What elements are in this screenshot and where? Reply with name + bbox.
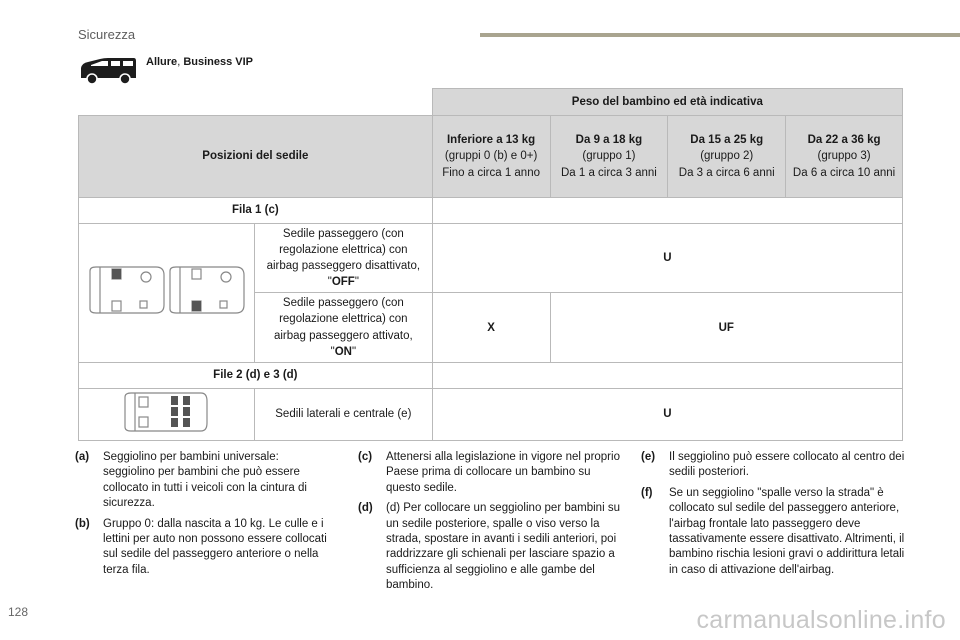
footnote-c: (c) Attenersi alla legislazione in vigore nel proprio Paese prima di collocare un bambino su questo sedile. [358,451,620,494]
footnote-b: (b) Gruppo 0: dalla nascita a 10 kg. Le culle e i lettini per auto non possono essere collocati sul sedile del passeggero anteriore o nella terza fila. [75,517,327,576]
footnotes-col-1 [75,450,327,583]
row23-label: File 2 (d) e 3 (d) [79,362,433,388]
weight-col-1: Inferiore a 13 kg (gruppi 0 (b) e 0+) Fino a circa 1 anno [432,116,550,198]
footnote-e: (e) Il seggiolino può essere collocato al centro dei sedili posteriori. [641,451,905,479]
positions-header: Posizioni del sedile [79,116,433,198]
rear-seats-diagram [121,391,211,433]
group-header: Peso del bambino ed età indicativa [432,89,902,116]
seat-on-value-group0: X [432,293,550,362]
front-seat-diagrams [79,224,255,363]
rear-seats-desc: Sedili laterali e centrale (e) [254,388,432,440]
trim-name-allure: Allure [146,56,178,68]
rear-seats-value: U [432,388,902,440]
footnotes-col-3 [641,450,909,583]
weight-col-3: Da 15 a 25 kg (gruppo 2) Da 3 a circa 6 anni [668,116,786,198]
row23-empty [432,362,902,388]
trim-indicator [78,54,253,86]
weight-col-4: Da 22 a 36 kg (gruppo 3) Da 6 a circa 10 anni [786,116,903,198]
rear-seat-diagram-cell [79,388,255,440]
airbag-on-state: ON [334,345,352,358]
footnote-a: (a) Seggiolino per bambini universale: seggiolino per bambini che può essere collocato in tutti i veicoli con la cintura di sicurezza. [75,451,307,510]
trim-label [146,56,253,68]
header-rule [480,33,960,37]
trim-name-business-vip: Business VIP [183,56,254,68]
row1-empty [432,198,902,224]
row1-label: Fila 1 (c) [79,198,433,224]
front-passenger-seat-diagram [86,265,246,315]
section-title: Sicurezza [78,27,136,42]
blank-corner [79,89,433,116]
trim-separator: , [177,56,184,68]
seat-off-desc: Sedile passeggero (con regolazione elettrica) con airbag passeggero disattivato, "OFF" [254,224,432,293]
footnote-d: (d) (d) Per collocare un seggiolino per bambini su un sedile posteriore, spalle o viso verso la strada, spostare in avanti i sedili anteriori, poi raddrizzare gli schienali per lasciare spazio a sufficienza al seggiolino e alle gambe del bambino. [358,502,620,592]
weight-col-2: Da 9 a 18 kg (gruppo 1) Da 1 a circa 3 anni [550,116,668,198]
seat-on-value-others: UF [550,293,902,362]
child-seat-table [78,88,903,441]
footnotes-col-2 [358,450,620,599]
page-number: 128 [8,605,29,619]
airbag-off-state: OFF [331,276,355,289]
watermark: carmanualsonline.info [696,606,946,634]
van-icon [78,54,138,86]
seat-on-desc: Sedile passeggero (con regolazione elettrica) con airbag passeggero attivato, "ON" [254,293,432,362]
seat-off-value: U [432,224,902,293]
footnote-f: (f) Se un seggiolino "spalle verso la strada" è collocato sul sedile del passeggero anteriore, l'airbag frontale lato passeggero deve tassativamente essere disattivato. Altrimenti, il bambino rischia lesioni gravi o addirittura letali in caso di attivazione dell'airbag. [641,486,905,576]
